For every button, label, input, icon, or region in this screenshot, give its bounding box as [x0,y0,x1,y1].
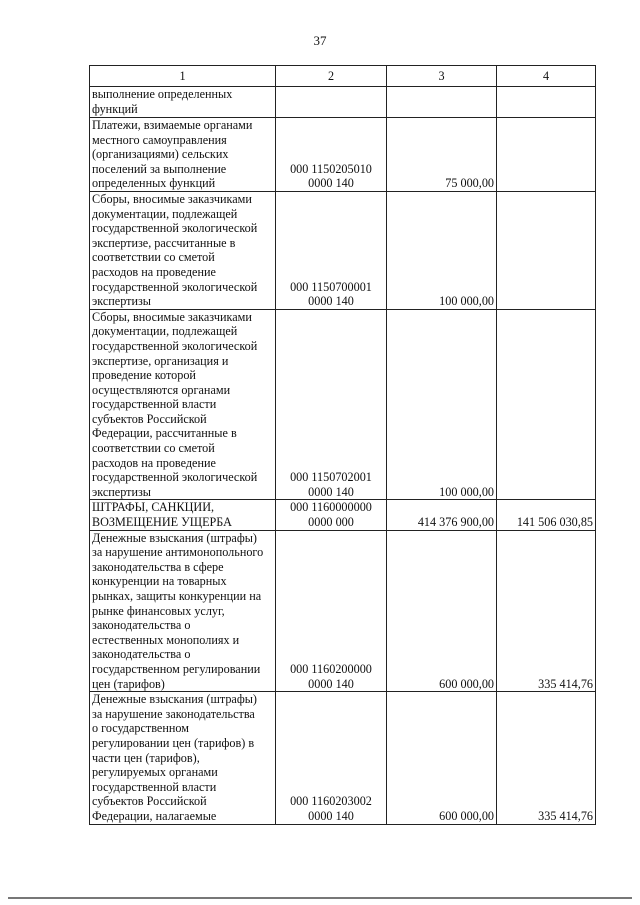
row-plan: 100 000,00 [387,191,497,309]
row-name: Денежные взыскания (штрафы) за нарушение законодательства о государственном регулировании цен (тарифов) в части цен (тарифов), регулируемых органами государственной власти субъектов Российской Федерации, налагаемые [90,692,276,824]
row-name: Денежные взыскания (штрафы) за нарушение антимонопольного законодательства в сфере конкуренции на товарных рынках, защиты конкуренции на рынке финансовых услуг, законодательства о естественных монополиях и законодательства о государственном регулировании цен (тарифов) [90,530,276,692]
row-code: 000 1150700001 0000 140 [276,191,387,309]
row-fact [497,309,596,500]
column-header-3: 3 [387,66,497,87]
row-name: Сборы, вносимые заказчиками документации, подлежащей государственной экологической экспертизе, организация и проведение которой осуществляются органами государственной власти субъектов Российской Федерации, рассчитанные в соответствии со сметой расходов на проведение государственной экологической экспертизы [90,309,276,500]
row-code [276,87,387,118]
table-header-row [90,66,596,87]
row-plan: 75 000,00 [387,118,497,192]
table-row [90,500,596,530]
column-header-1: 1 [90,66,276,87]
row-plan: 100 000,00 [387,309,497,500]
row-name: Платежи, взимаемые органами местного самоуправления (организациями) сельских поселений за выполнение определенных функций [90,118,276,192]
table-row [90,530,596,692]
table-row [90,191,596,309]
table-row [90,309,596,500]
row-code: 000 1150205010 0000 140 [276,118,387,192]
page-number: 37 [313,33,327,48]
row-code: 000 1160203002 0000 140 [276,692,387,824]
row-plan: 414 376 900,00 [387,500,497,530]
column-header-4: 4 [497,66,596,87]
row-fact [497,87,596,118]
row-plan: 600 000,00 [387,692,497,824]
row-code: 000 1150702001 0000 140 [276,309,387,500]
row-name: ШТРАФЫ, САНКЦИИ, ВОЗМЕЩЕНИЕ УЩЕРБА [90,500,276,530]
table-row [90,87,596,118]
row-code: 000 1160000000 0000 000 [276,500,387,530]
row-name: выполнение определенных функций [90,87,276,118]
table-row [90,118,596,192]
scan-bottom-edge [8,897,632,899]
table-row [90,692,596,824]
row-fact: 141 506 030,85 [497,500,596,530]
column-header-2: 2 [276,66,387,87]
row-fact [497,118,596,192]
row-name: Сборы, вносимые заказчиками документации, подлежащей государственной экологической экспертизе, рассчитанные в соответствии со сметой расходов на проведение государственной экологической экспертизы [90,191,276,309]
row-fact [497,191,596,309]
row-plan [387,87,497,118]
revenue-table [89,65,596,825]
row-fact: 335 414,76 [497,692,596,824]
row-fact: 335 414,76 [497,530,596,692]
row-code: 000 1160200000 0000 140 [276,530,387,692]
row-plan: 600 000,00 [387,530,497,692]
